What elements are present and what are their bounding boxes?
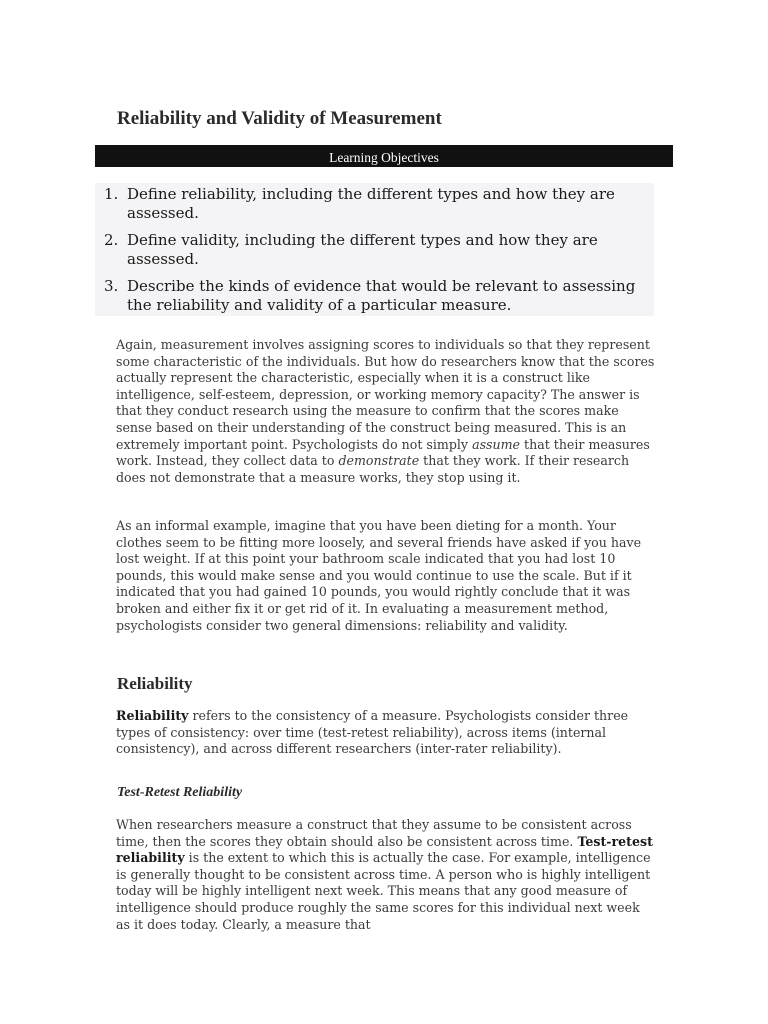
reliability-text: refers to the consistency of a measure. Psychologists consider three types of consistency: over time (test-retest reliability), across items (internal consistency), and across different researchers (inter-rater reliability). [116,708,629,757]
reliability-paragraph [116,708,656,758]
objective-item [104,185,656,223]
intro-text: that their measures work. Instead, they collect data to [116,436,650,469]
objective-text: Describe the kinds of evidence that would be relevant to assessing the reliability and validity of a particular measure. [127,277,636,314]
intro-paragraph-1 [116,337,656,486]
objective-item [104,277,656,315]
objective-number: 2. [104,231,119,249]
page-title: Reliability and Validity of Measurement [117,108,442,129]
test-retest-heading: Test-Retest Reliability [117,785,243,800]
reliability-term: Reliability [116,708,189,723]
learning-objectives-heading: Learning Objectives [95,145,673,167]
test-retest-text: When researchers measure a construct that they assume to be consistent across time, then the scores they obtain should also be consistent across time. [116,817,632,849]
intro-text: Again, measurement involves assigning scores to individuals so that they represent some characteristic of the individuals. But how do researchers know that the scores actually represent the characteristic, especially when it is a construct like intelligence, self-esteem, depression, or working memory capacity? The answer is that they conduct research using the measure to confirm that the scores make sense based on their understanding of the construct being measured. This is an extremely important point. Psychologists do not simply [116,337,655,452]
reliability-heading: Reliability [117,674,193,693]
objective-number: 3. [104,277,119,295]
objective-text: Define validity, including the different types and how they are assessed. [127,231,598,268]
learning-objectives-list [104,185,656,323]
emphasis-assume: assume [472,436,521,452]
test-retest-paragraph [116,817,656,933]
intro-text: that they work. If their research does not demonstrate that a measure works, they stop using it. [116,453,630,485]
emphasis-demonstrate: demonstrate [338,453,420,469]
intro-paragraph-2: As an informal example, imagine that you have been dieting for a month. Your clothes seem to be fitting more loosely, and several friends have asked if you have lost weight. If at this point your bathroom scale indicated that you had lost 10 pounds, this would make sense and you would continue to use the scale. But if it indicated that you had gained 10 pounds, you would rightly conclude that it was broken and either fix it or get rid of it. In evaluating a measurement method, psychologists consider two general dimensions: reliability and validity. [116,518,642,633]
test-retest-term: Test-retest reliability [116,833,653,866]
test-retest-text: is the extent to which this is actually the case. For example, intelligence is generally thought to be consistent across time. A person who is highly intelligent today will be highly intelligent next week. This means that any good measure of intelligence should produce roughly the same scores for this individual next week as it does today. Clearly, a measure that [116,850,651,932]
objective-item [104,231,656,269]
objective-text: Define reliability, including the different types and how they are assessed. [127,185,615,222]
objective-number: 1. [104,185,119,203]
